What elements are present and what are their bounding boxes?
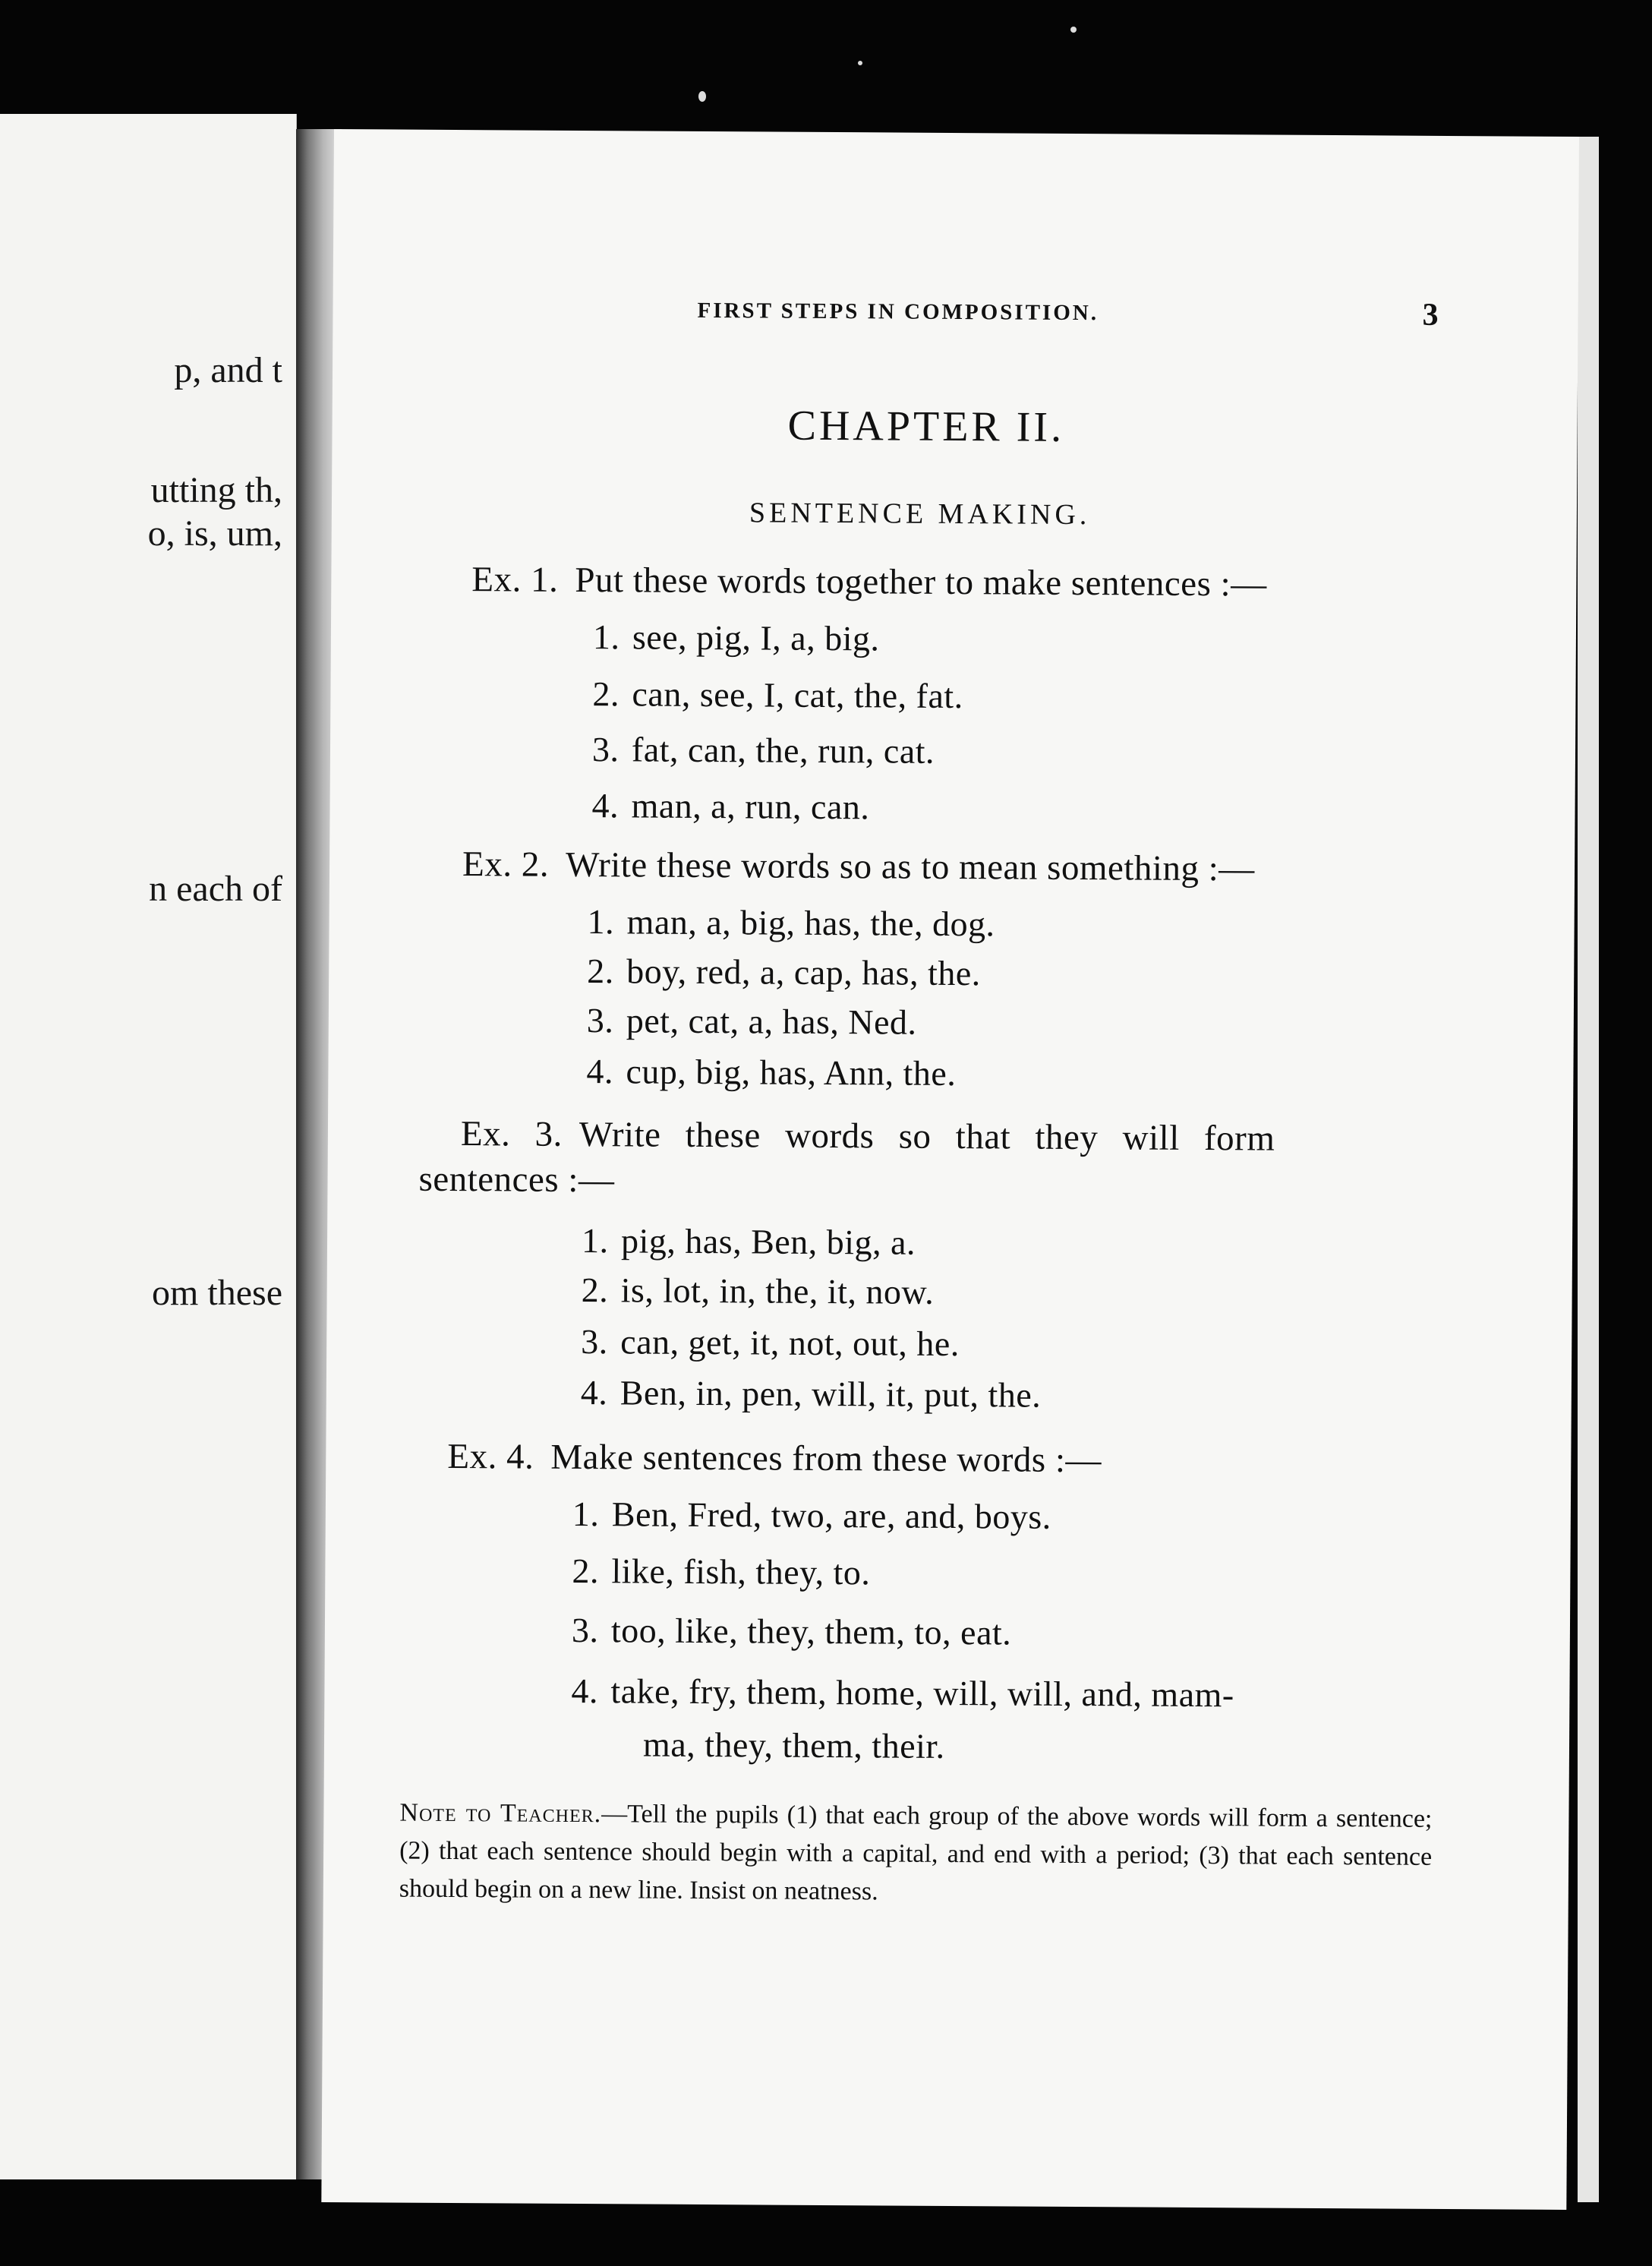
exercise-instruction: Put these words together to make sentences :— <box>575 560 1267 604</box>
exercise-heading <box>462 844 1255 889</box>
item-number: 2. <box>592 674 620 714</box>
list-item <box>593 617 880 658</box>
list-item <box>586 1051 956 1094</box>
item-number: 2. <box>587 952 614 991</box>
page-edge <box>1578 137 1599 2202</box>
left-facing-page <box>0 114 297 2179</box>
item-text: can, see, I, cat, the, fat. <box>632 674 963 716</box>
item-number: 4. <box>586 1052 614 1091</box>
exercise-heading <box>447 1436 1102 1481</box>
exercise-label: Ex. 3. <box>460 1114 563 1154</box>
item-number: 2. <box>581 1270 609 1310</box>
list-item-continued: ma, they, them, their. <box>642 1725 945 1766</box>
list-item <box>572 1551 870 1592</box>
item-text: man, a, big, has, the, dog. <box>626 902 995 944</box>
list-item <box>571 1671 1234 1715</box>
list-item <box>572 1610 1012 1653</box>
item-number: 1. <box>572 1494 600 1534</box>
chapter-title: CHAPTER II. <box>787 402 1065 451</box>
item-text: Ben, Fred, two, are, and, boys. <box>611 1494 1051 1536</box>
exercise-instruction-continued: sentences :— <box>418 1159 615 1201</box>
list-item <box>582 1220 916 1263</box>
list-item <box>591 785 869 827</box>
exercise-label: Ex. 1. <box>471 560 559 600</box>
note-text: —Tell the pupils (1) that each group of the above words will form a sentence; (2) that each sentence should begin with a capital, and end with a period; (3) that each sentence should begin on a new line. Insist on neatness. <box>399 1800 1433 1906</box>
running-head: FIRST STEPS IN COMPOSITION. <box>697 298 1099 326</box>
item-text: man, a, run, can. <box>631 786 870 827</box>
dust-speck <box>698 91 706 102</box>
item-text: is, lot, in, the, it, now. <box>620 1270 935 1311</box>
list-item <box>581 1372 1042 1415</box>
item-number: 1. <box>581 1221 609 1261</box>
left-page-fragment: n each of <box>149 869 282 909</box>
list-item <box>572 1494 1051 1537</box>
list-item <box>587 901 995 944</box>
teacher-note <box>399 1794 1433 1914</box>
item-text: boy, red, a, cap, has, the. <box>626 952 981 993</box>
note-label: Note to Teacher. <box>399 1798 602 1829</box>
list-item <box>587 1000 917 1043</box>
exercise-instruction: Make sentences from these words :— <box>550 1437 1102 1481</box>
exercise-label: Ex. 4. <box>447 1436 534 1477</box>
list-item <box>587 951 981 993</box>
exercise-instruction: Write these words so that they will form <box>579 1114 1275 1159</box>
item-text: cup, big, has, Ann, the. <box>626 1052 957 1094</box>
left-page-fragment: o, is, um, <box>147 513 282 554</box>
list-item <box>581 1321 960 1364</box>
item-text: take, fry, them, home, will, will, and, mam- <box>610 1671 1234 1715</box>
exercise-label: Ex. 2. <box>462 844 550 885</box>
exercise-heading <box>471 559 1267 604</box>
section-title: SENTENCE MAKING. <box>749 497 1091 532</box>
left-page-fragment: utting th, <box>150 470 282 510</box>
item-number: 4. <box>591 786 620 825</box>
left-page-fragment: p, and t <box>174 350 282 390</box>
dust-speck <box>858 61 862 65</box>
item-number: 4. <box>571 1671 599 1711</box>
item-number: 1. <box>592 617 620 657</box>
list-item <box>592 729 935 772</box>
item-text: fat, can, the, run, cat. <box>631 730 935 771</box>
item-number: 3. <box>586 1001 614 1040</box>
page-number: 3 <box>1422 297 1439 333</box>
item-text: like, fish, they, to. <box>611 1551 871 1592</box>
item-text: pig, has, Ben, big, a. <box>620 1221 916 1262</box>
item-text: pet, cat, a, has, Ned. <box>626 1001 917 1042</box>
item-text: Ben, in, pen, will, it, put, the. <box>620 1373 1042 1415</box>
exercise-instruction: Write these words so as to mean something :— <box>565 844 1255 889</box>
list-item <box>592 674 963 716</box>
dust-speck <box>1070 27 1077 33</box>
item-number: 3. <box>571 1610 599 1650</box>
item-number: 1. <box>587 902 615 942</box>
item-text: see, pig, I, a, big. <box>632 617 880 658</box>
item-number: 3. <box>581 1322 608 1362</box>
left-page-fragment: om these <box>152 1273 282 1313</box>
item-number: 4. <box>580 1373 608 1412</box>
list-item <box>582 1270 935 1312</box>
book-page <box>321 129 1579 2210</box>
item-text: can, get, it, not, out, he. <box>620 1322 960 1364</box>
item-number: 3. <box>591 730 620 769</box>
item-text: too, like, they, them, to, eat. <box>610 1611 1012 1652</box>
exercise-heading <box>461 1113 1275 1160</box>
item-number: 2. <box>572 1551 600 1591</box>
